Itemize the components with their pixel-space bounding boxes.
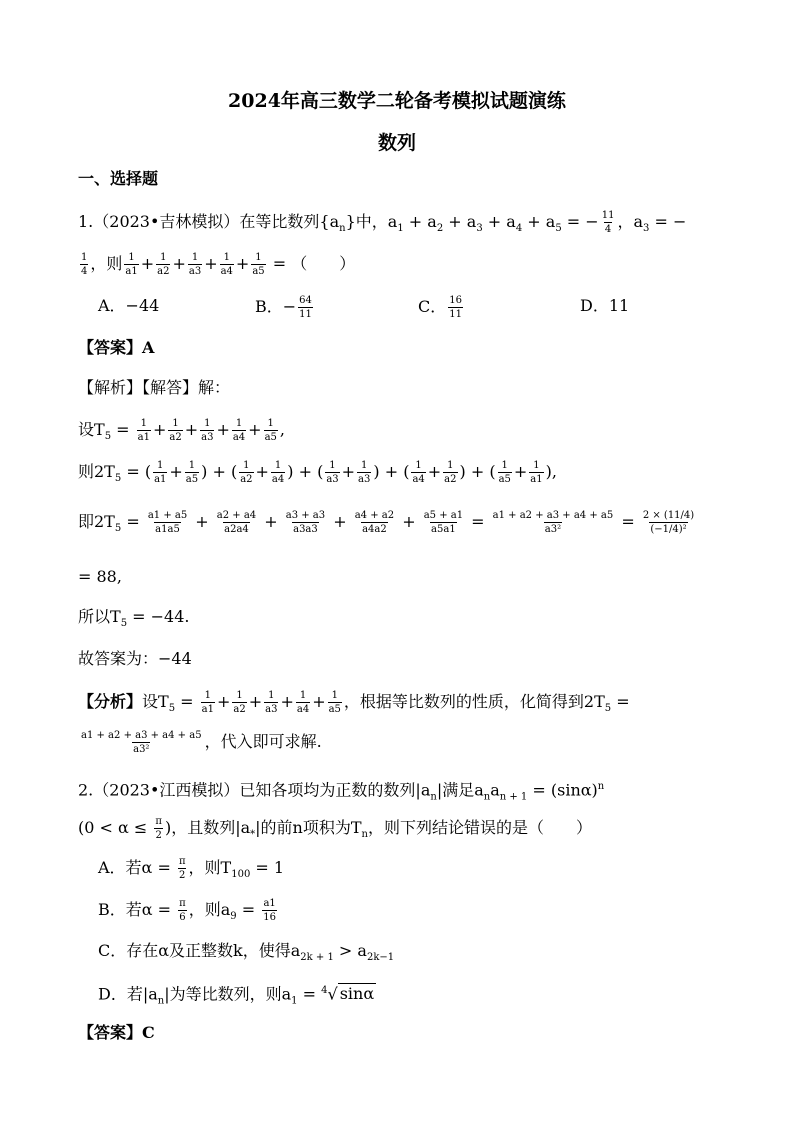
q1-analysis-head: 【解析】【解答】解： xyxy=(78,378,231,397)
q1-fenxi-line2: $\frac{a1 + a2 + a3 + a4 + a5}{\text{a3²}}$ ，代入即可求解. xyxy=(81,730,322,755)
page-title: 2024年高三数学二轮备考模拟试题演练 xyxy=(228,90,566,112)
q1-option-c[interactable]: C． $\frac{16}{11}$ xyxy=(418,295,462,320)
q2-stem-line1: 2.（2023•江西模拟）已知各项均为正数的数列$|a_n|$满足$a_na_{n + 1} = (\sin\alpha)^n$ xyxy=(78,780,605,803)
q1-so-line: 所以$T_5 = -44$. xyxy=(78,607,190,630)
q1-option-d[interactable]: D．11 xyxy=(580,296,630,315)
q1-final: 故答案为：−44 xyxy=(78,649,192,668)
q1-then-line: 则$2T_5$ = ( $\frac{1}{a1}$ + $\frac{1}{a5}$ ) + ( $\frac{1}{a2}$ + $\frac{1}{a4}$ ) + ( $\frac{1}{a3}$ + $\frac{1}{a3}$ ) + ( $\frac{1}{a4}$ + $\frac{1}{a2}$ ) + ( $\frac{1}{a5}$ + $\frac{1}{a1}$ ), xyxy=(78,460,557,485)
q1-set-line: 设$T_5$ = $\frac{1}{a1}$ + $\frac{1}{a2}$ + $\frac{1}{a3}$ + $\frac{1}{a4}$ + $\frac{1}{a5}$ , xyxy=(78,418,285,443)
q2-option-c[interactable]: C．存在α及正整数k，使得$a_{2k + 1} > a_{2k-1}$ xyxy=(98,941,395,964)
q1-fenxi-line1: 【分析】设$T_5$ = $\frac{1}{a1}$ + $\frac{1}{a2}$ + $\frac{1}{a3}$ + $\frac{1}{a4}$ + $\frac{1}{a5}$ ，根据等比数列的性质，化简得到$2T_5$ = xyxy=(78,690,630,715)
q2-option-a[interactable]: A．若α = $\frac{\pi}{2}$ ，则$T_{100} = 1$ xyxy=(98,856,285,881)
q2-answer: 【答案】C xyxy=(78,1023,155,1042)
q1-option-b[interactable]: B．− $\frac{64}{11}$ xyxy=(255,295,312,320)
section-heading: 一、选择题 xyxy=(78,169,159,188)
q2-option-b[interactable]: B．若α = $\frac{\pi}{6}$ ，则$a_9$ = $\frac{a1}{16}$ xyxy=(98,898,276,923)
q1-stem-line1: 1.（2023•吉林模拟）在等比数列$\{a_n\}$中，$a_1 + a_2 + a_3 + a_4 + a_5$ = − $\frac{11}{4}$ ，$a_3$ = − xyxy=(78,210,687,235)
q2-option-d[interactable]: D．若$|a_n|$为等比数列，则$a_1 = ^4√$ sinα xyxy=(98,984,375,1007)
q1-stem-line2: $\frac{1}{4}$ ，则 $\frac{1}{a1}$ + $\frac{1}{a2}$ + $\frac{1}{a3}$ + $\frac{1}{a4}$ + $\frac{1}{a5}$ = （ ） xyxy=(81,252,356,277)
q1-option-a[interactable]: A．−44 xyxy=(98,296,160,315)
q1-ie-line: 即$2T_5$ = $\frac{a1 + a5}{a1a5}$ + $\frac{a2 + a4}{a2a4}$ + $\frac{a3 + a3}{a3a3}$ + $\frac{a4 + a2}{a4a2}$ + $\frac{a5 + a1}{a5a1}$ = $\frac{a1 + a2 + a3 + a4 + a5}{\text{a3²}}$ = $\frac{2 \times (11/4)}{\text{(−1/4)²}}$ xyxy=(78,510,695,535)
q2-stem-line2: (0 < α ≤ $\frac{\pi}{2}$ )，且数列$|a_*|$的前n项积为$T_n$，则下列结论错误的是（ ） xyxy=(78,816,592,841)
page-subtitle: 数列 xyxy=(377,132,416,154)
q1-eq88: = 88, xyxy=(78,567,122,586)
q1-answer: 【答案】A xyxy=(78,338,155,357)
